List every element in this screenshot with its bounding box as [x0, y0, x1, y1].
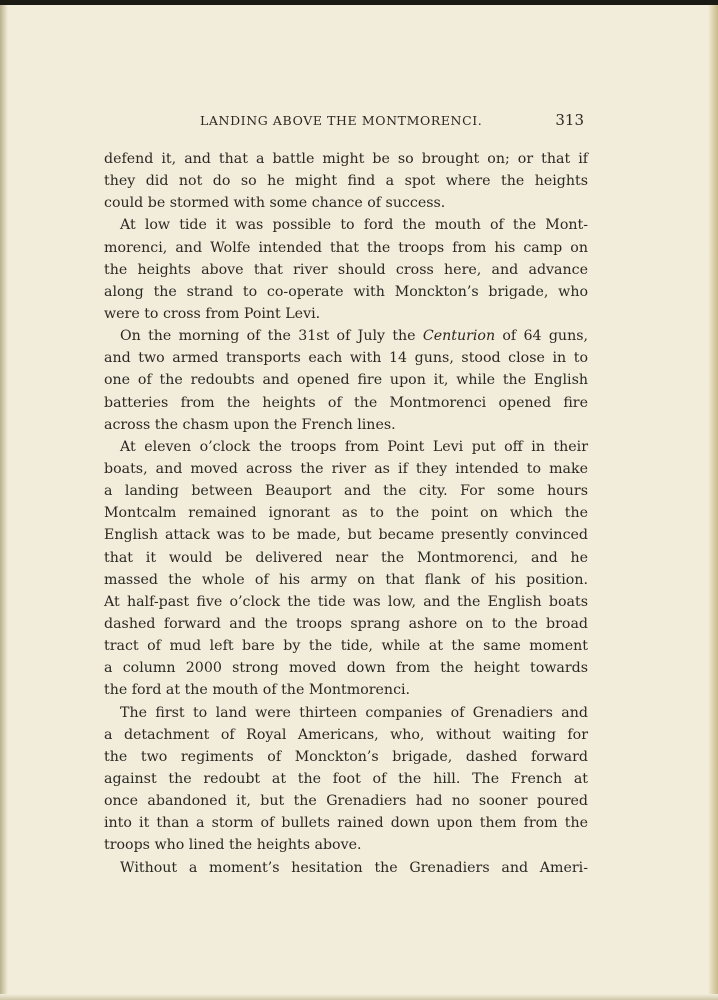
- text-line: into it than a storm of bullets rained down upon them from the: [104, 815, 588, 832]
- text-line: a landing between Beauport and the city. For some hours: [104, 483, 588, 500]
- text-line: the ford at the mouth of the Montmorenci.: [104, 682, 411, 699]
- text-line: once abandoned it, but the Grenadiers had no sooner poured: [104, 793, 588, 810]
- text-line: troops who lined the heights above.: [104, 837, 362, 854]
- text-segment: of 64 guns,: [495, 328, 588, 345]
- text-line: and two armed transports each with 14 guns, stood close in to: [104, 350, 588, 367]
- text-line: one of the redoubts and opened fire upon it, while the English: [104, 372, 588, 389]
- text-line: Without a moment’s hesitation the Grenadiers and Ameri-: [120, 859, 588, 876]
- text-line: could be stormed with some chance of success.: [104, 195, 446, 212]
- text-segment: On the morning of the 31st of July the: [120, 328, 423, 345]
- text-line: At half-past five o’clock the tide was low, and the English boats: [104, 593, 588, 610]
- text-line: a detachment of Royal Americans, who, without waiting for: [104, 726, 588, 743]
- text-line: Montcalm remained ignorant as to the point on which the: [104, 505, 588, 522]
- text-line: At eleven o’clock the troops from Point Levi put off in their: [120, 438, 588, 455]
- text-line: along the strand to co-operate with Monckton’s brigade, who: [104, 283, 588, 300]
- text-line: The first to land were thirteen companies of Grenadiers and: [120, 704, 588, 721]
- text-line: massed the whole of his army on that flank of his position.: [104, 571, 588, 588]
- body-text: [104, 148, 588, 879]
- page-binding-shadow-left: [0, 5, 8, 1000]
- text-line: [104, 325, 588, 347]
- text-line: defend it, and that a battle might be so brought on; or that if: [104, 151, 588, 167]
- ship-name: Centurion: [422, 328, 496, 345]
- text-line: a column 2000 strong moved down from the height towards: [104, 660, 588, 677]
- text-line: tract of mud left bare by the tide, while at the same moment: [104, 638, 588, 655]
- text-line: the two regiments of Monckton’s brigade, dashed forward: [104, 748, 588, 765]
- text-line: across the chasm upon the French lines.: [104, 416, 396, 433]
- text-line: that it would be delivered near the Montmorenci, and he: [104, 549, 588, 566]
- running-head: LANDING ABOVE THE MONTMORENCI.: [200, 113, 483, 128]
- text-line: morenci, and Wolfe intended that the troops from his camp on: [104, 239, 588, 256]
- page-number: 313: [555, 111, 584, 129]
- page-edge-right: [708, 5, 718, 1000]
- text-line: against the redoubt at the foot of the hill. The French at: [104, 770, 588, 787]
- page-header: [104, 111, 588, 135]
- page-edge-bottom: [0, 994, 718, 1000]
- text-line: the heights above that river should cross here, and advance: [104, 261, 588, 278]
- text-line: were to cross from Point Levi.: [104, 305, 321, 322]
- text-line: they did not do so he might find a spot where the heights: [104, 173, 588, 190]
- text-line: boats, and moved across the river as if they intended to make: [104, 460, 588, 477]
- text-line: dashed forward and the troops sprang ashore on to the broad: [104, 615, 588, 632]
- text-line: batteries from the heights of the Montmorenci opened fire: [104, 394, 588, 411]
- text-line: English attack was to be made, but became presently convinced: [104, 527, 588, 544]
- text-line: At low tide it was possible to ford the mouth of the Mont-: [120, 217, 588, 234]
